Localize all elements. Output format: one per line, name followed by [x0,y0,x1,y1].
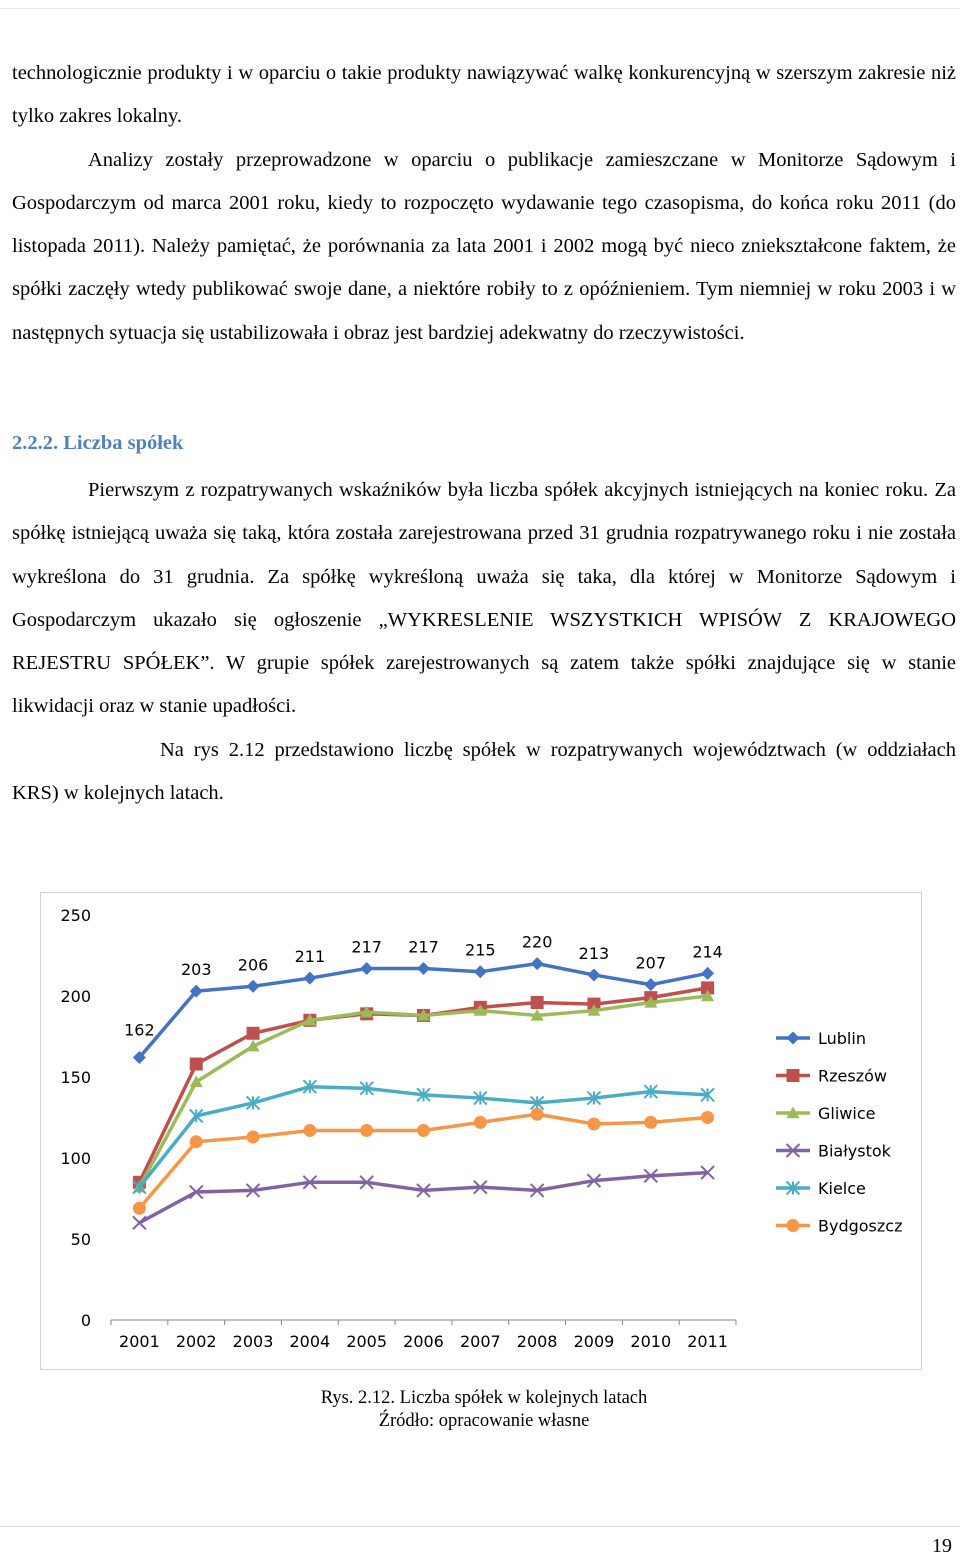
x-tick-label: 2006 [403,1332,444,1351]
data-label-lublin: 207 [635,953,667,973]
legend-label-gliwice: Gliwice [818,1104,876,1123]
data-point-lublin [303,972,316,985]
x-tick-label: 2002 [175,1332,217,1351]
data-point-bydgoszcz [360,1124,373,1137]
data-label-lublin: 206 [237,955,269,975]
data-label-lublin: 162 [124,1020,155,1040]
data-label-lublin: 213 [578,943,610,963]
legend-marker-bydgoszcz [787,1219,800,1232]
data-point-bydgoszcz [587,1117,600,1130]
paragraph-4: Na rys 2.12 przedstawiono liczbę spółek w rozpatrywanych województwach (w oddziałach KRS) w kolejnych latach. [12,738,956,805]
data-point-bydgoszcz [701,1111,714,1124]
line-chart [41,893,921,1369]
data-point-lublin [701,967,714,980]
x-tick-label: 2009 [573,1332,615,1351]
data-point-rzeszow [190,1058,203,1071]
legend-label-bydgoszcz: Bydgoszcz [818,1216,903,1236]
y-tick-label: 200 [60,987,91,1006]
legend-label-rzeszow: Rzeszów [818,1066,887,1086]
data-label-lublin: 211 [294,947,326,967]
data-point-bydgoszcz [133,1202,146,1215]
data-point-bydgoszcz [417,1124,430,1137]
data-point-lublin [360,962,373,975]
paragraph-3: Pierwszym z rozpatrywanych wskaźników była liczba spółek akcyjnych istniejących na koniec roku. Za spółkę istniejącą uważa się taką, która została zarejestrowana przed 31 grudnia rozpatrywanego roku i nie została wykreślona do 31 grudnia. Za spółkę wykreśloną uważa się taka, dla której w Monitorze Sądowym i Gospodarczym ukazało się ogłoszenie „WYKRESLENIE WSZYSTKICH WPISÓW Z KRAJOWEGO REJESTRU SPÓŁEK”. W grupie spółek zarejestrowanych są zatem także spółki znajdujące się w stanie likwidacji oraz w stanie upadłości. [12,479,956,718]
data-point-lublin [587,968,600,981]
data-point-lublin [644,978,657,991]
y-tick-label: 0 [80,1311,91,1330]
figure-source: Źródło: opracowanie własne [378,1411,590,1431]
data-point-lublin [474,965,487,978]
x-tick-label: 2008 [516,1332,558,1351]
x-tick-label: 2011 [687,1332,728,1351]
data-point-bydgoszcz [190,1135,203,1148]
data-point-bydgoszcz [474,1116,487,1129]
data-point-bydgoszcz [247,1130,260,1143]
data-point-bialystok [133,1216,146,1229]
x-tick-label: 2005 [346,1332,388,1351]
paragraph-2: Analizy zostały przeprowadzone w oparciu o publikacje zamieszczane w Monitorze Sądowym i Gospodarczym od marca 2001 roku, kiedy to rozpoczęto wydawanie tego czasopisma, do końca roku 2011 (do listopada 2011). Należy pamiętać, że porównania za lata 2001 i 2002 mogą być nieco zniekształcone faktem, że spółki zaczęły wtedy publikować swoje dane, a niektóre robiły to z opóźnieniem. Tym niemniej w roku 2003 i w następnych sytuacja się ustabilizowała i obraz jest bardziej adekwatny do rzeczywistości. [12,148,956,344]
legend-marker-rzeszow [787,1069,800,1082]
x-tick-label: 2007 [459,1332,501,1351]
body-text-lower [12,469,956,815]
legend-label-lublin: Lublin [818,1029,866,1048]
figure-caption: Rys. 2.12. Liczba spółek w kolejnych latach [320,1388,648,1408]
x-tick-label: 2001 [119,1332,160,1351]
data-label-lublin: 215 [465,940,496,960]
data-label-lublin: 214 [692,942,723,962]
y-tick-label: 50 [70,1230,91,1249]
top-rule [0,8,960,9]
data-point-lublin [531,957,544,970]
series-line-bialystok [139,1173,707,1223]
x-tick-label: 2003 [232,1332,274,1351]
data-point-bydgoszcz [644,1116,657,1129]
data-label-lublin: 220 [521,932,553,952]
data-point-bydgoszcz [531,1108,544,1121]
legend-marker-lublin [787,1032,800,1045]
data-point-lublin [247,980,260,993]
data-label-lublin: 217 [351,937,382,957]
data-point-rzeszow [531,996,544,1009]
x-tick-label: 2010 [630,1332,672,1351]
y-tick-label: 100 [60,1149,91,1168]
section-heading: 2.2.2. Liczba spółek [12,432,184,454]
data-point-rzeszow [247,1027,260,1040]
x-tick-label: 2004 [289,1332,331,1351]
data-point-lublin [417,962,430,975]
data-label-lublin: 217 [408,937,439,957]
y-tick-label: 250 [60,906,91,925]
chart-frame [40,892,922,1370]
data-point-bydgoszcz [303,1124,316,1137]
paragraph-1: technologicznie produkty i w oparciu o takie produkty nawiązywać walkę konkurencyjną w szerszym zakresie niż tylko zakres lokalny. [12,62,956,128]
bottom-rule [0,1526,960,1527]
body-text-upper [12,52,956,355]
legend-label-kielce: Kielce [818,1179,866,1198]
y-tick-label: 150 [60,1068,91,1087]
legend-label-bialystok: Białystok [818,1141,891,1161]
page-number: 19 [932,1535,952,1557]
data-label-lublin: 203 [180,960,212,980]
